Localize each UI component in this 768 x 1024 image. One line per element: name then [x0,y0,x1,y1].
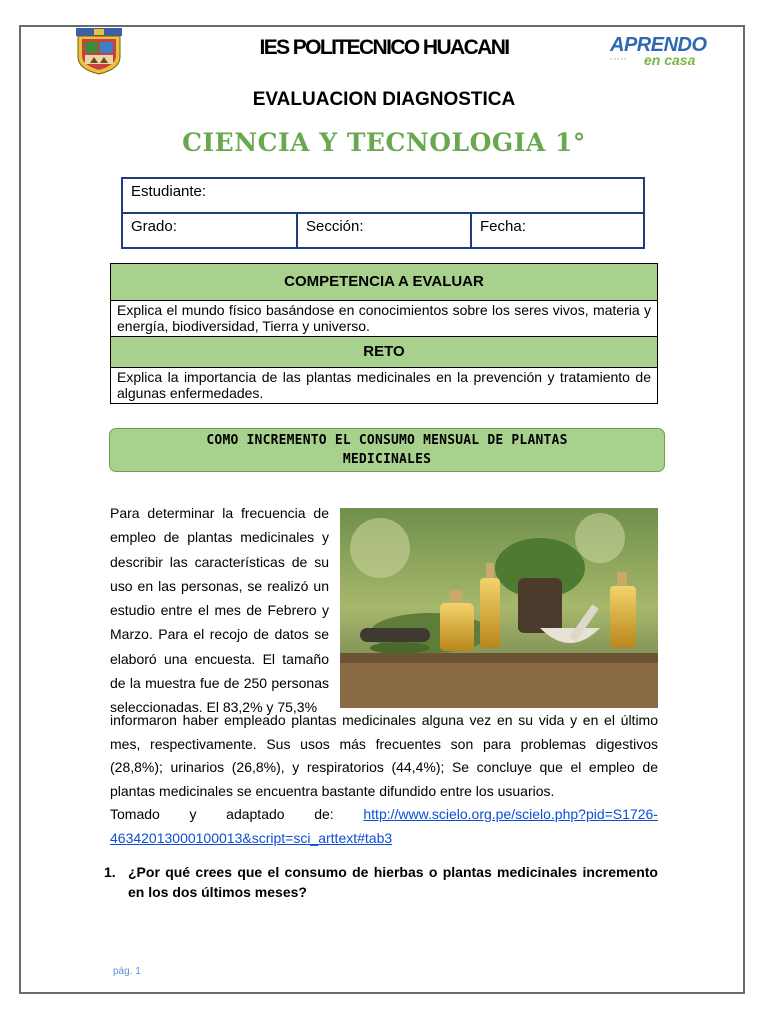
section-field[interactable] [298,214,472,247]
section-label: Sección: [306,218,364,235]
brand-line1: APRENDO [610,34,707,56]
grade-section-date-row [123,214,643,247]
article-text-full [110,709,658,850]
banner-line2: MEDICINALES [342,452,432,467]
evaluation-title: EVALUACION DIAGNOSTICA [252,89,516,110]
banner-line1: COMO INCREMENTO EL CONSUMO MENSUAL DE PLANTAS [206,433,568,448]
date-label: Fecha: [480,218,526,235]
article-continuation: informaron haber empleado plantas medicinales alguna vez en su vida y en el último mes, respectivamente. Sus usos más frecuentes son para problemas digestivos (28,8%); urinarios (26,8%), y respiratorios (44,4%); Se concluye que el empleo de plantas medicinales se encuentra bastante difundido entre los usuarios. [110,712,658,799]
student-info-table [121,177,645,249]
brand-dots: ◦◦◦◦◦ [610,56,628,63]
grade-field[interactable] [123,214,298,247]
article-text-left: Para determinar la frecuencia de empleo de plantas medicinales y describir las características de su uso en las personas, se realizó un estudio entre el mes de Febrero y Marzo. Para el recojo de datos se elaboró una encuesta. El tamaño de la muestra fue de 250 personas seleccionadas. El 83,2% y 75,3% [110,505,329,716]
student-label: Estudiante: [131,183,207,200]
school-name: IES POLITECNICO HUACANI [259,36,509,59]
brand-line2: en casa [644,52,696,68]
aprendo-en-casa-logo [608,34,708,70]
student-field[interactable] [123,179,643,212]
student-row [123,179,643,214]
grade-label: Grado: [131,218,177,235]
date-field[interactable] [472,214,643,247]
question-text: ¿Por qué crees que el consumo de hierbas o plantas medicinales incremento en los dos últimos meses? [128,864,658,900]
source-link-part2[interactable]: 46342013000100013&script=sci_arttext#tab3 [110,829,393,846]
source-word-3: adaptado [226,806,285,822]
section-banner [109,428,665,472]
challenge-text: Explica la importancia de las plantas medicinales en la prevención y tratamiento de algunas enfermedades. [117,369,651,401]
source-word-2: y [189,806,197,822]
question-number: 1. [104,864,116,880]
challenge-header: RETO [111,337,657,368]
source-line [110,803,658,827]
subject-title: CIENCIA Y TECNOLOGIA 1° [182,128,586,157]
competency-text: Explica el mundo físico basándose en conocimientos sobre los seres vivos, materia y energía, biodiversidad, Tierra y universo. [111,301,657,337]
source-word-1: Tomado [110,806,160,822]
page-number: pág. 1 [113,966,141,977]
source-link-part1[interactable]: http://www.scielo.org.pe/scielo.php?pid=S1726- [363,806,658,822]
source-word-4: de: [314,806,334,822]
competency-header: COMPETENCIA A EVALUAR [111,264,657,301]
competency-table [110,263,658,404]
medicinal-herbs-photo [340,508,658,708]
